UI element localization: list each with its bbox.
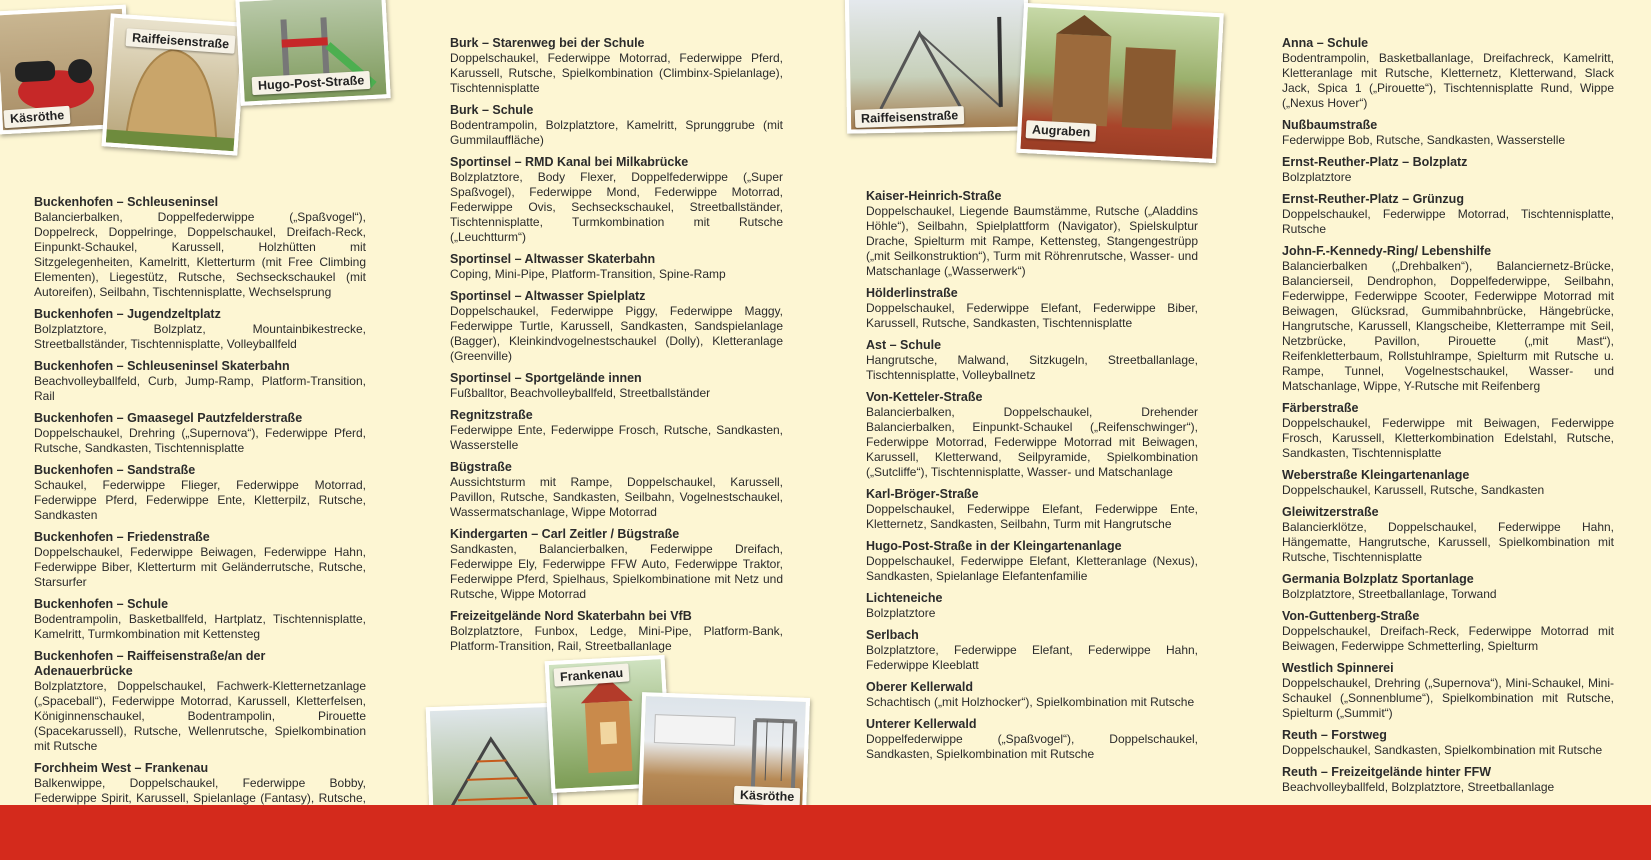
entry-title: Forchheim West – Frankenau xyxy=(34,761,209,775)
entry-title: Sportinsel – Altwasser Skaterbahn xyxy=(450,252,656,266)
list-item xyxy=(450,155,783,245)
entry-title: Reuth – Freizeitgelände hinter FFW xyxy=(1282,765,1492,779)
photo-label-augraben: Augraben xyxy=(1026,120,1097,142)
entry-text: Sandkasten, Balancierbalken, Federwippe Dreifach, Federwippe Ely, Federwippe FFW Auto, Federwippe Traktor, Federwippe Pferd, Spielhaus, Spielkombinatione mit Netz und Rutsche, Wippe Motorrad xyxy=(450,542,783,601)
list-item xyxy=(34,195,366,300)
entry-title: Buckenhofen – Sandstraße xyxy=(34,463,196,477)
list-item xyxy=(1282,765,1614,795)
entry-text: Hangrutsche, Malwand, Sitzkugeln, Streetballanlage, Tischtennisplatte, Volleyballnetz xyxy=(866,353,1198,382)
entry-title: Hugo-Post-Straße in der Kleingartenanlage xyxy=(866,539,1122,553)
list-item xyxy=(1282,192,1614,237)
photo-label-raiffeisen-right: Raiffeisenstraße xyxy=(855,106,965,128)
list-item xyxy=(34,597,366,642)
list-item xyxy=(450,252,783,282)
list-item xyxy=(1282,401,1614,461)
entry-text: Schachtisch („mit Holzhocker“), Spielkombination mit Rutsche xyxy=(866,695,1195,709)
list-item xyxy=(866,591,1198,621)
entry-title: Unterer Kellerwald xyxy=(866,717,977,731)
entry-text: Doppelschaukel, Sandkasten, Spielkombination mit Rutsche xyxy=(1282,743,1603,757)
entry-title: Kindergarten – Carl Zeitler / Bügstraße xyxy=(450,527,680,541)
entry-title: Sportinsel – RMD Kanal bei Milkabrücke xyxy=(450,155,689,169)
entry-title: Germania Bolzplatz Sportanlage xyxy=(1282,572,1474,586)
list-item xyxy=(1282,118,1614,148)
entry-title: Reuth – Forstweg xyxy=(1282,728,1387,742)
column-1 xyxy=(34,195,366,828)
entry-title: Lichteneiche xyxy=(866,591,943,605)
entry-title: Serlbach xyxy=(866,628,919,642)
list-item xyxy=(866,189,1198,279)
entry-title: Buckenhofen – Friedenstraße xyxy=(34,530,210,544)
entry-text: Balancierbalken, Doppelfederwippe („Spaßvogel“), Doppelreck, Doppelringe, Doppelschaukel, Dreifach-Reck, Einpunkt-Schaukel, Karussell, Holzhütten mit Sitzgelegenheiten, Kamelritt, Kletterturm (mit Free Climbing Elementen), Liegestütz, Rutsche, Sechseckschaukel (mit Autoreifen), Seilbahn, Tischtennisplatte, Wechselsprung xyxy=(34,210,366,299)
entry-title: Hölderlinstraße xyxy=(866,286,958,300)
entry-text: Schaukel, Federwippe Flieger, Federwippe Motorrad, Federwippe Pferd, Federwippe Ente, Kletterpilz, Rutsche, Sandkasten xyxy=(34,478,366,522)
list-item xyxy=(866,390,1198,480)
entry-title: Freizeitgelände Nord Skaterbahn bei VfB xyxy=(450,609,692,623)
entry-title: Buckenhofen – Raiffeisenstraße/an der Adenauerbrücke xyxy=(34,649,266,678)
list-item xyxy=(34,463,366,523)
entry-title: Karl-Bröger-Straße xyxy=(866,487,979,501)
list-item xyxy=(866,338,1198,383)
entry-title: Ast – Schule xyxy=(866,338,942,352)
entry-title: Weberstraße Kleingartenanlage xyxy=(1282,468,1470,482)
list-item xyxy=(1282,244,1614,394)
photo-label-frankenau: Frankenau xyxy=(553,663,629,686)
list-item xyxy=(866,286,1198,331)
entry-text: Beachvolleyballfeld, Curb, Jump-Ramp, Platform-Transition, Rail xyxy=(34,374,366,403)
entry-text: Coping, Mini-Pipe, Platform-Transition, Spine-Ramp xyxy=(450,267,726,281)
entry-title: Bügstraße xyxy=(450,460,512,474)
entry-title: Buckenhofen – Schleuseninsel xyxy=(34,195,219,209)
list-item xyxy=(1282,609,1614,654)
entry-text: Doppelschaukel, Drehring („Supernova“), Federwippe Pferd, Rutsche, Sandkasten, Tischtennisplatte xyxy=(34,426,366,455)
entry-text: Doppelschaukel, Federwippe Beiwagen, Federwippe Hahn, Federwippe Biber, Kletterturm mit Geländerrutsche, Rutsche, Starsurfer xyxy=(34,545,366,589)
entry-text: Federwippe Bob, Rutsche, Sandkasten, Wasserstelle xyxy=(1282,133,1566,147)
photo-label-raiffeisen-top: Raiffeisenstraße xyxy=(126,28,236,54)
entry-text: Doppelschaukel, Federwippe Piggy, Federwippe Maggy, Federwippe Turtle, Karussell, Sandkasten, Sandspielanlage (Bagger), Kleinkindvogelnestschaukel (Dolly), Kletteranlage (Greenville) xyxy=(450,304,783,363)
entry-text: Balancierbalken, Doppelschaukel, Drehender Balancierbalken, Einpunkt-Schaukel („Reifenschwinger“), Federwippe Motorrad, Federwippe Motorrad mit Beiwagen, Karussell, Kletterwand, Seilpyramide, Spielkombination („Sutcliffe“), Tischtennisplatte, Wasser- und Matschanlage xyxy=(866,405,1198,479)
entry-text: Doppelschaukel, Federwippe Motorrad, Federwippe Pferd, Karussell, Rutsche, Spielkombination (Climbinx-Spielanlage), Tischtennisplatte xyxy=(450,51,783,95)
entry-title: Buckenhofen – Schleuseninsel Skaterbahn xyxy=(34,359,290,373)
entry-text: Doppelschaukel, Federwippe Motorrad, Tischtennisplatte, Rutsche xyxy=(1282,207,1614,236)
list-item xyxy=(1282,505,1614,565)
entry-text: Bolzplatztore, Funbox, Ledge, Mini-Pipe, Platform-Bank, Platform-Transition, Rail, Streetballanlage xyxy=(450,624,783,653)
list-item xyxy=(1282,468,1614,498)
list-item xyxy=(450,289,783,364)
list-item xyxy=(450,408,783,453)
entry-text: Bolzplatztore, Bolzplatz, Mountainbikestrecke, Streetballständer, Tischtennisplatte, Volleyballfeld xyxy=(34,322,366,351)
entry-text: Bodentrampolin, Basketballfeld, Hartplatz, Tischtennisplatte, Kamelritt, Turmkombination mit Kettensteg xyxy=(34,612,366,641)
entry-text: Doppelfederwippe („Spaßvogel“), Doppelschaukel, Sandkasten, Spielkombination mit Rutsche xyxy=(866,732,1198,761)
entry-text: Fußballtor, Beachvolleyballfeld, Streetballständer xyxy=(450,386,711,400)
entry-text: Doppelschaukel, Dreifach-Reck, Federwippe Motorrad mit Beiwagen, Federwippe Schmetterling, Spielturm xyxy=(1282,624,1614,653)
column-2 xyxy=(450,36,783,661)
entry-text: Doppelschaukel, Federwippe Elefant, Federwippe Biber, Karussell, Rutsche, Sandkasten, Tischtennisplatte xyxy=(866,301,1198,330)
entry-text: Beachvolleyballfeld, Bolzplatztore, Streetballanlage xyxy=(1282,780,1555,794)
footer-band xyxy=(0,805,1651,860)
entry-text: Balkenwippe, Doppelschaukel, Federwippe Bobby, Federwippe Spirit, Karussell, Spielanlage (Fantasy), Rutsche, xyxy=(34,776,366,805)
entry-title: John-F.-Kennedy-Ring/ Lebenshilfe xyxy=(1282,244,1492,258)
entry-title: Färberstraße xyxy=(1282,401,1359,415)
list-item xyxy=(1282,572,1614,602)
entry-title: Westlich Spinnerei xyxy=(1282,661,1394,675)
entry-text: Federwippe Ente, Federwippe Frosch, Rutsche, Sandkasten, Wasserstelle xyxy=(450,423,783,452)
photo-label-kaesroethe-bottom: Käsröthe xyxy=(734,786,801,806)
entry-text: Bolzplatztore, Doppelschaukel, Fachwerk-Kletternetzanlage („Spaceball“), Federwippe Motorrad, Karussell, Kletterfelsen, Königinnenschaukel, Bodentrampolin, Pirouette (Spacekarussell), Rutsche, Wellenrutsche, Spielkombination mit Rutsche xyxy=(34,679,366,753)
entry-text: Doppelschaukel, Drehring („Supernova“), Mini-Schaukel, Mini-Schaukel („Sonnenblume“), Spielkombination mit Rutsche, Spielturm („Summit“) xyxy=(1282,676,1614,720)
entry-text: Bodentrampolin, Bolzplatztore, Kamelritt, Sprunggrube (mit Gummilauffläche) xyxy=(450,118,783,147)
list-item xyxy=(866,539,1198,584)
entry-text: Bolzplatztore, Streetballanlage, Torwand xyxy=(1282,587,1497,601)
list-item xyxy=(34,530,366,590)
entry-text: Bolzplatztore, Body Flexer, Doppelfederwippe („Super Spaßvogel), Federwippe Mond, Federwippe Motorrad, Federwippe Ovis, Sechseckschaukel, Streetballständer, Tischtennisplatte, Turmkombination mit Rutsche („Leuchtturm“) xyxy=(450,170,783,244)
list-item xyxy=(450,36,783,96)
entry-title: Regnitzstraße xyxy=(450,408,533,422)
photo-label-kaesroethe-top: Käsröthe xyxy=(3,106,70,129)
entry-text: Bolzplatztore xyxy=(866,606,936,620)
entry-text: Doppelschaukel, Federwippe mit Beiwagen, Federwippe Frosch, Karussell, Kletterkombination Edelstahl, Rutsche, Sandkasten, Tischtennisplatte xyxy=(1282,416,1614,460)
entry-text: Bolzplatztore, Federwippe Elefant, Federwippe Hahn, Federwippe Kleeblatt xyxy=(866,643,1198,672)
list-item xyxy=(450,460,783,520)
entry-title: Buckenhofen – Schule xyxy=(34,597,169,611)
entry-text: Doppelschaukel, Federwippe Elefant, Kletteranlage (Nexus), Sandkasten, Spielanlage Elefantenfamilie xyxy=(866,554,1198,583)
column-4 xyxy=(1282,36,1614,802)
entry-text: Balancierklötze, Doppelschaukel, Federwippe Hahn, Hängematte, Hangrutsche, Karussell, Spielkombination mit Rutsche, Tischtennisplatte xyxy=(1282,520,1614,564)
list-item xyxy=(450,609,783,654)
column-3 xyxy=(866,189,1198,769)
entry-text: Doppelschaukel, Liegende Baumstämme, Rutsche („Aladdins Höhle“), Seilbahn, Spielplattform (Navigator), Spielskulptur Drache, Spielturm mit Rampe, Kettensteg, Stangengestrüpp („mit Seilkonstruktion“), Turm mit Röhrenrutsche, Wasser- und Matschanlage („Wasserwerk“) xyxy=(866,204,1198,278)
entry-title: Burk – Starenweg bei der Schule xyxy=(450,36,645,50)
entry-title: Von-Guttenberg-Straße xyxy=(1282,609,1420,623)
entry-title: Buckenhofen – Jugendzeltplatz xyxy=(34,307,221,321)
photo-label-hugo-top: Hugo-Post-Straße xyxy=(252,71,371,95)
entry-title: Oberer Kellerwald xyxy=(866,680,973,694)
list-item xyxy=(450,371,783,401)
entry-title: Kaiser-Heinrich-Straße xyxy=(866,189,1002,203)
entry-text: Doppelschaukel, Karussell, Rutsche, Sandkasten xyxy=(1282,483,1545,497)
list-item xyxy=(450,527,783,602)
list-item xyxy=(450,103,783,148)
entry-title: Anna – Schule xyxy=(1282,36,1369,50)
list-item xyxy=(34,359,366,404)
entry-title: Nußbaumstraße xyxy=(1282,118,1378,132)
entry-title: Buckenhofen – Gmaasegel Pautzfelderstraße xyxy=(34,411,303,425)
entry-title: Ernst-Reuther-Platz – Bolzplatz xyxy=(1282,155,1468,169)
list-item xyxy=(866,680,1198,710)
entry-title: Sportinsel – Sportgelände innen xyxy=(450,371,642,385)
list-item xyxy=(34,649,366,754)
entry-text: Balancierbalken („Drehbalken“), Balanciernetz-Brücke, Balancierseil, Dendrophon, Doppelfederwippe, Seilbahn, Federwippe, Federwippe Scooter, Federwippe Motorrad mit Beiwagen, Glücksrad, Gummibahnbrücke, Hängebrücke, Hangrutsche, Karussell, Klangscheibe, Kletterrampe mit Seil, Netzbrücke, Pavillon, Pirouette („mit Mast“), Reifenkletterbaum, Rollstuhlrampe, Spielturm mit Rutsche u. Rampe, Tunnel, Vogelnestschaukel, Wasser- und Matschanlage, Wippe, Y-Rutsche mit Reifenberg xyxy=(1282,259,1614,393)
entry-text: Doppelschaukel, Federwippe Elefant, Federwippe Ente, Kletternetz, Sandkasten, Seilbahn, Turm mit Hangrutsche xyxy=(866,502,1198,531)
entry-text: Bolzplatztore xyxy=(1282,170,1352,184)
entry-title: Sportinsel – Altwasser Spielplatz xyxy=(450,289,646,303)
list-item xyxy=(34,307,366,352)
list-item xyxy=(1282,661,1614,721)
list-item xyxy=(1282,36,1614,111)
entry-text: Aussichtsturm mit Rampe, Doppelschaukel, Karussell, Pavillon, Rutsche, Sandkasten, Seilbahn, Vogelnestschaukel, Wassermatschanlage, Wippe Motorrad xyxy=(450,475,783,519)
entry-title: Von-Ketteler-Straße xyxy=(866,390,983,404)
entry-text: Bodentrampolin, Basketballanlage, Dreifachreck, Kamelritt, Kletteranlage mit Rutsche, Kletternetz, Kletterwand, Slack Jack, Spica 1 („Pirouette“), Tischtennisplatte Rund, Wippe („Nexus Hover“) xyxy=(1282,51,1614,110)
entry-title: Ernst-Reuther-Platz – Grünzug xyxy=(1282,192,1464,206)
list-item xyxy=(1282,728,1614,758)
entry-title: Burk – Schule xyxy=(450,103,534,117)
entry-title: Gleiwitzerstraße xyxy=(1282,505,1379,519)
list-item xyxy=(866,487,1198,532)
list-item xyxy=(1282,155,1614,185)
list-item xyxy=(34,411,366,456)
list-item xyxy=(866,628,1198,673)
list-item xyxy=(866,717,1198,762)
